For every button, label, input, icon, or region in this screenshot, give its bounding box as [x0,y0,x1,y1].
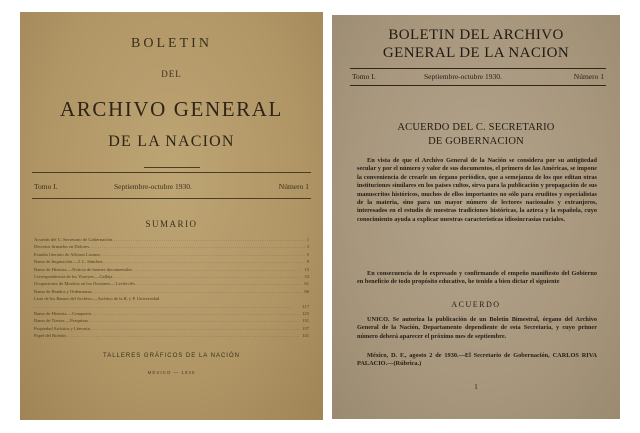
issue-line [352,72,604,82]
numero: Número 1 [573,72,604,81]
article-title-line2: DE GOBERNACION [428,136,524,147]
cover-de-la-nacion: DE LA NACION [108,133,235,150]
tomo: Tomo I. [352,72,376,81]
first-page [332,15,620,419]
cover-rule-top [32,172,311,173]
cover-numero: Número 1 [278,182,309,191]
header-rule-top [350,68,606,69]
journal-title-line2: GENERAL DE LA NACION [382,45,570,61]
toc-entry: Estudio literario de Alfonso Lozano ..... 5 [34,251,309,258]
header-rule-bottom [350,85,606,86]
cover-boletin: BOLETIN [131,36,212,51]
cover-printer: TALLERES GRÁFICOS DE LA NACIÓN [103,353,240,359]
toc-entry: Acuerdo del C. Secretario de Gobernación ..... 1 [34,236,309,243]
paragraph-1: En vista de que el Archivo General de la Nación se considera por su antigüedad secular y por el número y valor de sus documentos, el primero de las Américas, se impone la conveniencia de crearle un órgano periódico, que a semejanza de los que editan otras instituciones similares en los países cultos, sirva para la publicación y propagación de sus manuscritos históricos, muchos de ellos importantes no sólo para eruditos y especialistas de la materia, sino para un mayor número de lectores nacionales y extranjeros, interesados en el estudio de nuestras tradiciones históricas, la azteca y la española, cuyo conocimiento ayuda a explicar nuestras características idiosincrasias raciales. [357,157,597,223]
cover-fecha: Septiembre-octubre 1930. [114,182,192,191]
toc-entry: Papel del Boletín ..... 141 [34,332,309,339]
toc-entry: Decretos firmados en Dolores ..... 3 [34,243,309,250]
sumario-title: SUMARIO [145,219,198,229]
toc-entry: Ramo de Historia.—Conquista ..... 125 [34,310,309,317]
toc-entry: Ramo de Inquisición.—J. L. Sánchez ..... 9 [34,258,309,265]
cover-place-year: MÉXICO — 1930 [147,370,196,375]
toc-entry: Ramo de Historia.—Noticia de fuentes documentales ..... 15 [34,266,309,273]
toc-entry: Ocupaciones de Morelos en los Ocotones.—Leclerclés ..... 61 [34,280,309,287]
cover-tomo: Tomo I. [34,182,58,191]
page-number: 1 [474,383,478,391]
toc-entry: Correspondencia de los Virreyes.—Calleja ..... 33 [34,273,309,280]
cover-page [20,12,323,420]
cover-del: DEL [161,69,182,79]
journal-title-line1: BOLETIN DEL ARCHIVO [388,27,564,43]
cover-ornament-rule [144,167,200,168]
paragraph-3: UNICO. Se autoriza la publicación de un Boletín Bimestral, órgano del Archivo General de la Nación, Departamento dependiente de esta Secretaría, y cuyo primer número deberá aparecer el próximo mes de septiembre. [357,316,597,340]
toc-entry: Ramo de Tierras.—Pesquisas ..... 131 [34,317,309,324]
acuerdo-heading: ACUERDO [451,300,501,309]
toc-entry: Ramo de Bandos y Ordenanzas ..... 86 [34,288,309,295]
cover-issue-line [34,182,309,194]
toc-entry: Propiedad Artística y Literaria ..... 137 [34,325,309,332]
fecha: Septiembre-octubre 1930. [424,72,502,81]
cover-rule-bottom [32,198,311,199]
article-title-line1: ACUERDO DEL C. SECRETARIO [397,122,555,133]
cover-archivo-general: ARCHIVO GENERAL [60,97,283,121]
toc-entry: Lista de los Ramos del Archivo.—Archivo de la R. y P. Universidad [34,296,160,302]
paragraph-4: México, D. F., agosto 2 de 1930.—El Secretario de Gobernación, CARLOS RIVA PALACIO.—(Rúbrica.) [357,352,597,368]
sumario-list [34,236,309,339]
paragraph-2: En consecuencia de lo expresado y confirmando el empeño manifiesto del Gobierno en beneficio de todo propósito educativo, he tenido a bien dictar el siguiente [357,270,597,286]
toc-entry: ..... 117 [34,303,309,310]
